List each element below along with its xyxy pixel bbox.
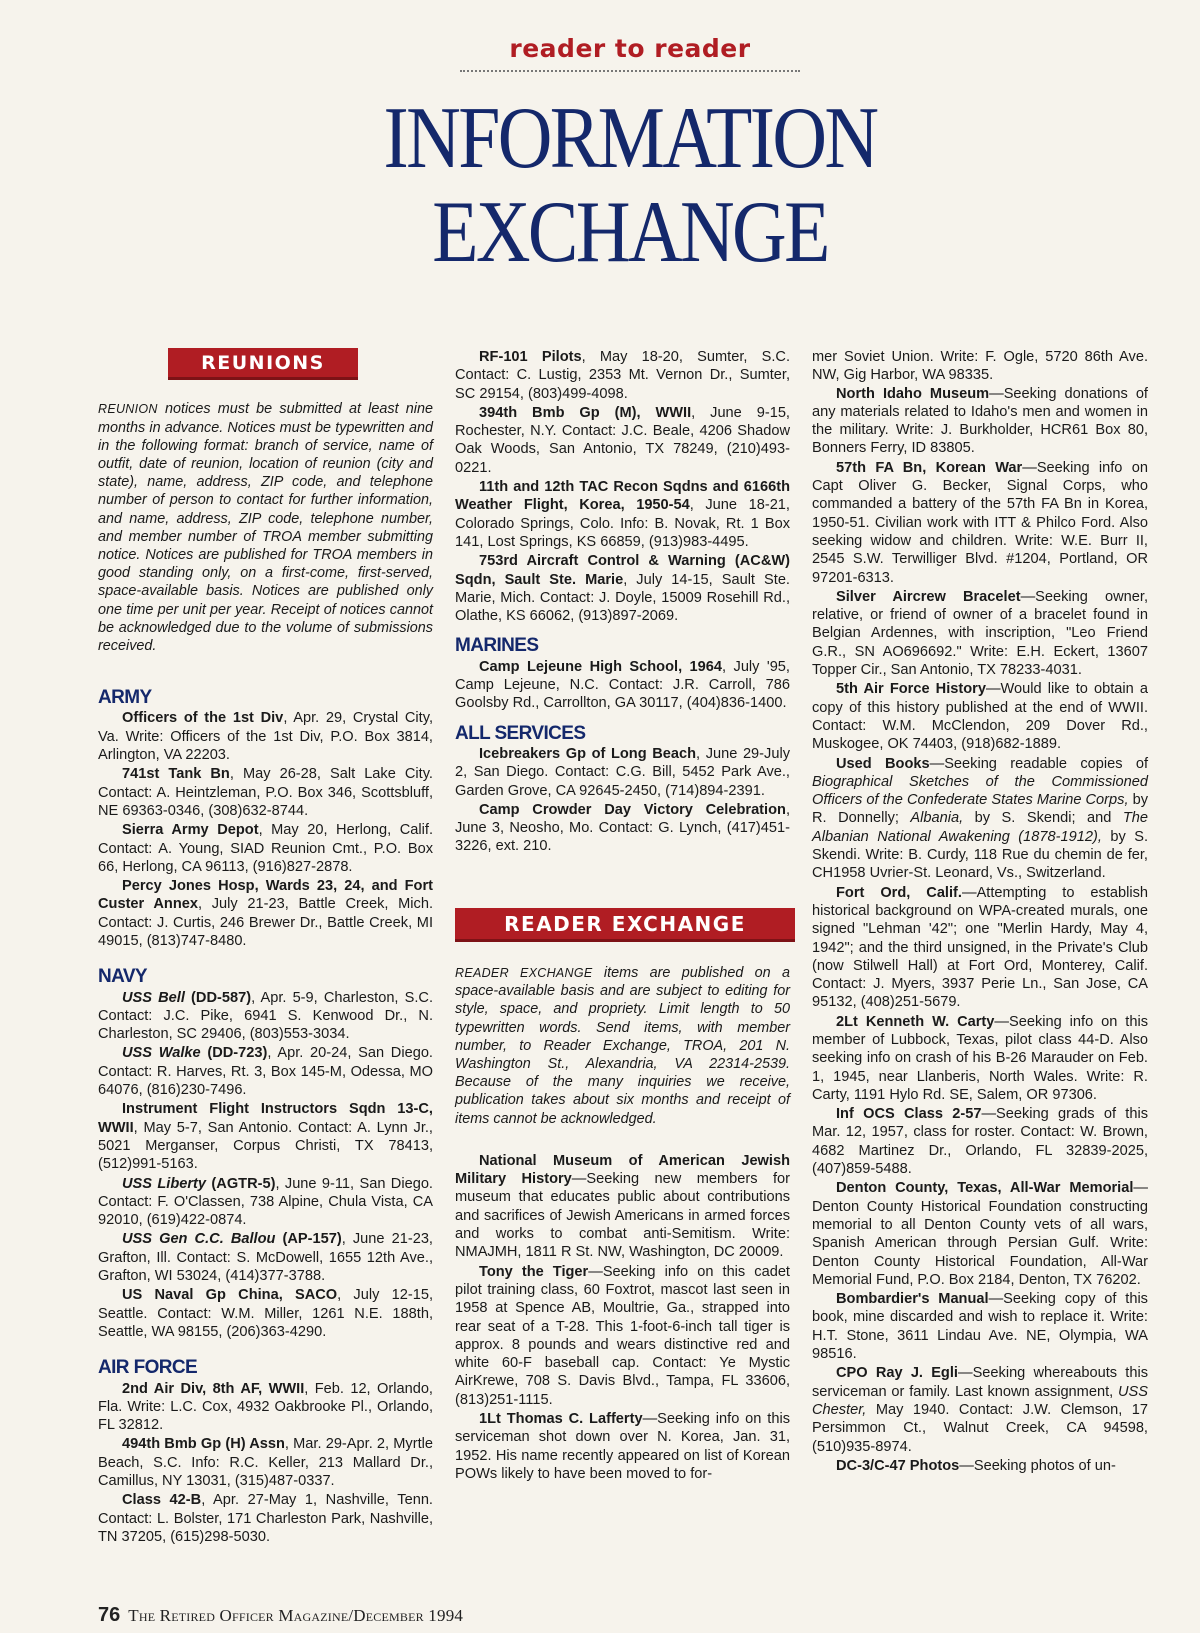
reader-exchange-notice [455, 964, 790, 1128]
list-item: 753rd Aircraft Control & Warning (AC&W) Sqdn, Sault Ste. Marie, July 14-15, Sault Ste. Marie, Mich. Contact: J. Doyle, 15009 Rosehill Rd., Olathe, KS 66062, (913)897-2069. [455, 553, 790, 625]
magazine-credit: The Retired Officer Magazine/December 1994 [128, 1606, 464, 1625]
marines-heading: MARINES [455, 635, 539, 657]
column-right [812, 348, 1148, 1476]
list-item: CPO Ray J. Egli—Seeking whereabouts this serviceman or family. Last known assignment, USS Chester, May 1940. Contact: J.W. Clemson, 17 Persimmon Ct., Walnut Creek, CA 94598, (510)935-8974. [812, 1365, 1148, 1455]
list-item: Camp Lejeune High School, 1964, July '95, Camp Lejeune, N.C. Contact: J.R. Carroll, 786 Goolsby Rd., Carrollton, GA 30117, (404)836-1400. [455, 658, 790, 712]
reunions-notice-lead: REUNION [98, 402, 158, 417]
list-item: DC-3/C-47 Photos—Seeking photos of un- [836, 1457, 1116, 1474]
list-item: 741st Tank Bn, May 26-28, Salt Lake City. Contact: A. Heintzleman, P.O. Box 346, Scottsbluff, NE 69363-0346, (308)632-8744. [98, 766, 433, 819]
kicker-divider [460, 70, 800, 72]
list-item: National Museum of American Jewish Military History—Seeking new members for museum that educates public about contributions and sacrifices of Jewish Americans in armed forces and works to combat anti-Semitism. Write: NMAJMH, 1811 R St. NW, Washington, DC 20009. [455, 1152, 790, 1261]
list-item: Camp Crowder Day Victory Celebration, June 3, Neosho, Mo. Contact: G. Lynch, (417)451-3226, ext. 210. [455, 801, 790, 855]
column-left [98, 348, 433, 1547]
continued-text: mer Soviet Union. Write: F. Ogle, 5720 86th Ave. NW, Gig Harbor, WA 98335. [812, 349, 1148, 384]
list-item: Percy Jones Hosp, Wards 23, 24, and Fort Custer Annex, July 21-23, Battle Creek, Mich. Contact: J. Curtis, 246 Brewer Dr., Battle Creek, MI 49015, (813)747-8480. [98, 878, 434, 949]
reunions-banner: REUNIONS [168, 348, 358, 380]
list-item: USS Gen C.C. Ballou (AP-157), June 21-23, Grafton, Ill. Contact: S. McDowell, 1655 12th Ave., Grafton, WI 53024, (414)377-3788. [98, 1231, 433, 1285]
list-item: Denton County, Texas, All-War Memorial—Denton County Historical Foundation constructing memorial to all Denton County vets of all wars, Spanish American through Persian Gulf. Write: Denton County Historical Foundation, All-War Memorial Fund, P.O. Box 2184, Denton, TX 76202. [812, 1180, 1148, 1288]
page-title [346, 92, 914, 280]
reunions-notice-text: notices must be submitted at least nine months in advance. Notices must be typewritten and in the following format: branch of service, name of outfit, date of reunion, location of reunion (city and state), name, address, ZIP code, and telephone number of person to contact for further information, and name, address, ZIP code, telephone number, and member number of TROA member submitting notice. Notices are published for TROA members in good standing only, on a first-come, first-served, space-available basis. Notices are published only one time per unit per year. Receipt of notices cannot be acknowledged due to the volume of submissions received. [98, 401, 433, 654]
list-item: USS Liberty (AGTR-5), June 9-11, San Diego. Contact: F. O'Classen, 738 Alpine, Chula Vista, CA 92010, (619)422-0874. [98, 1175, 433, 1229]
list-item: 2Lt Kenneth W. Carty—Seeking info on this member of Lubbock, Texas, pilot class 44-D. Also seeking info on crash of his B-26 Marauder on Feb. 1, 1945, near Llanberis, North Wales. Write: R. Carty, 1191 Hylo Rd. SE, Salem, OR 97306. [812, 1013, 1149, 1103]
list-item: Bombardier's Manual—Seeking copy of this book, mine discarded and wish to replace it. Write: H.T. Stone, 3611 Lindau Ave. NE, Olympia, WA 98516. [812, 1291, 1148, 1363]
list-item: USS Walke (DD-723), Apr. 20-24, San Diego. Contact: R. Harves, Rt. 3, Box 145-M, Odessa, MO 64076, (816)230-7496. [98, 1045, 433, 1099]
title-line-1: INFORMATION [383, 90, 877, 187]
reunions-notice [98, 400, 433, 655]
list-item: Tony the Tiger—Seeking info on this cadet pilot training class, 60 Foxtrot, mascot last seen in 1958 at Spence AB, Moultrie, Ga., strapped into rear seat of a T-28. This 1-foot-6-inch tall tiger is approx. 8 pounds and wears distinctive red and white 60-F baseball cap. Contact: Ye Mystic AirKrewe, 708 S. Davis Blvd., Tampa, FL 33606, (813)251-1115. [455, 1263, 790, 1408]
page-footer [98, 1604, 463, 1627]
reader-exchange-notice-lead: READER EXCHANGE [455, 966, 593, 981]
army-heading: ARMY [98, 687, 152, 709]
list-item: Fort Ord, Calif.—Attempting to establish historical background on WPA-created murals, one signed "Lehman '42"; one "Merlin Hardy, May 4, 1942"; and the third unsigned, in the Private's Club (now Stilwell Hall) at Fort Ord, Monterey, Calif. Contact: J. Myers, 3937 Perie Ln., San Jose, CA 95132, (408)251-5679. [812, 884, 1149, 1011]
list-item: Instrument Flight Instructors Sqdn 13-C, WWII, May 5-7, San Antonio. Contact: A. Lynn Jr., 5021 Merganser, Corpus Christi, TX 78413, (512)991-5163. [98, 1101, 433, 1173]
list-item: 1Lt Thomas C. Lafferty—Seeking info on this serviceman shot down over N. Korea, Jan. 31, 1952. His name recently appeared on list of Korean POWs likely to have been moved to for- [455, 1411, 790, 1482]
list-item: Class 42-B, Apr. 27-May 1, Nashville, Tenn. Contact: L. Bolster, 171 Charleston Park, Nashville, TN 37205, (615)298-5030. [98, 1492, 433, 1545]
list-item: 57th FA Bn, Korean War—Seeking info on Capt Oliver G. Becker, Signal Corps, who commanded a battery of the 57th FA Bn in Korea, 1950-51. Civilian work with ITT & Philco Ford. Also seeking widow and children. Write: W.E. Burr II, 2545 S.W. Terwilliger Blvd. #1204, Portland, OR 97201-6313. [812, 459, 1148, 586]
all-services-heading: ALL SERVICES [455, 722, 586, 744]
list-item: Officers of the 1st Div, Apr. 29, Crystal City, Va. Write: Officers of the 1st Div, P.O. Box 3814, Arlington, VA 22203. [98, 710, 433, 764]
list-item: 11th and 12th TAC Recon Sqdns and 6166th Weather Flight, Korea, 1950-54, June 18-21, Colorado Springs, Colo. Info: B. Novak, Rt. 1 Box 141, Lost Springs, KS 66859, (913)983-4495. [455, 479, 790, 550]
list-item: US Naval Gp China, SACO, July 12-15, Seattle. Contact: W.M. Miller, 1261 N.E. 188th, Seattle, WA 98155, (206)363-4290. [98, 1287, 433, 1340]
list-item: Used Books—Seeking readable copies of Biographical Sketches of the Commissioned Officers of the Confederate States Marine Corps, by R. Donnelly; Albania, by S. Skendi; and The Albanian National Awakening (1878-1912), by S. Skendi. Write: B. Curdy, 118 Rue du chemin de fer, CH1958 Uvrier-St. Leonard, Vs., Switzerland. [812, 755, 1148, 882]
list-item: 2nd Air Div, 8th AF, WWII, Feb. 12, Orlando, Fla. Write: L.C. Cox, 4932 Oakbrooke Pl., Orlando, FL 32812. [98, 1380, 433, 1434]
list-item: Sierra Army Depot, May 20, Herlong, Calif. Contact: A. Young, SIAD Reunion Cmt., P.O. Box 66, Herlong, CA 96113, (916)827-2878. [98, 822, 433, 875]
list-item: RF-101 Pilots, May 18-20, Sumter, S.C. Contact: C. Lustig, 2353 Mt. Vernon Dr., Sumter, SC 29154, (803)499-4098. [455, 349, 790, 402]
list-item: Silver Aircrew Bracelet—Seeking owner, relative, or friend of owner of a bracelet found in Belgian Ardennes, with inscription, "Leo Friend G.R., SN AO696692." Write: E.H. Eckert, 13607 Topper Cir., San Antonio, TX 78233-4031. [812, 588, 1148, 679]
list-item: Icebreakers Gp of Long Beach, June 29-July 2, San Diego. Contact: C.G. Bill, 5452 Park Ave., Garden Grove, CA 92645-2450, (714)894-2391. [455, 745, 790, 799]
reader-exchange-banner: READER EXCHANGE [455, 908, 795, 942]
list-item: Inf OCS Class 2-57—Seeking grads of this Mar. 12, 1957, class for roster. Contact: W. Brown, 4682 Martinez Dr., Orlando, FL 32839-2025, (407)859-5488. [812, 1106, 1148, 1178]
list-item: USS Bell (DD-587), Apr. 5-9, Charleston, S.C. Contact: J.C. Pike, 6941 S. Kenwood Dr., N. Charleston, SC 29406, (803)553-3034. [98, 989, 434, 1043]
reader-exchange-notice-text: items are published on a space-available basis and are subject to editing for style, space, and propriety. Limit length to 50 typewritten words. Send items, with member number, to Reader Exchange, TROA, 201 N. Washington St., Alexandria, VA 22314-2539. Because of the many inquiries we receive, publication takes about six months and receipt of items cannot be acknowledged. [455, 965, 790, 1127]
page-number: 76 [98, 1604, 121, 1626]
list-item: 494th Bmb Gp (H) Assn, Mar. 29-Apr. 2, Myrtle Beach, S.C. Info: R.C. Keller, 213 Mallard Dr., Camillus, NY 13031, (315)487-0337. [98, 1436, 433, 1490]
section-kicker: reader to reader [509, 34, 751, 63]
list-item: 5th Air Force History—Would like to obtain a copy of this history published at the end of WWII. Contact: W.M. McClendon, 209 Dover Rd., Muskogee, OK 74403, (918)682-1889. [812, 681, 1148, 753]
air-force-heading: AIR FORCE [98, 1357, 198, 1379]
navy-heading: NAVY [98, 966, 147, 988]
list-item: North Idaho Museum—Seeking donations of any materials related to Idaho's men and women in the military. Write: J. Burkholder, HCR61 Box 80, Bonners Ferry, ID 83805. [812, 385, 1148, 457]
list-item: 394th Bmb Gp (M), WWII, June 9-15, Rochester, N.Y. Contact: J.C. Beale, 4206 Shadow Oak Woods, San Antonio, TX 78249, (210)493-0221. [455, 404, 790, 476]
column-middle [455, 348, 790, 1484]
title-line-2: EXCHANGE [432, 184, 828, 281]
